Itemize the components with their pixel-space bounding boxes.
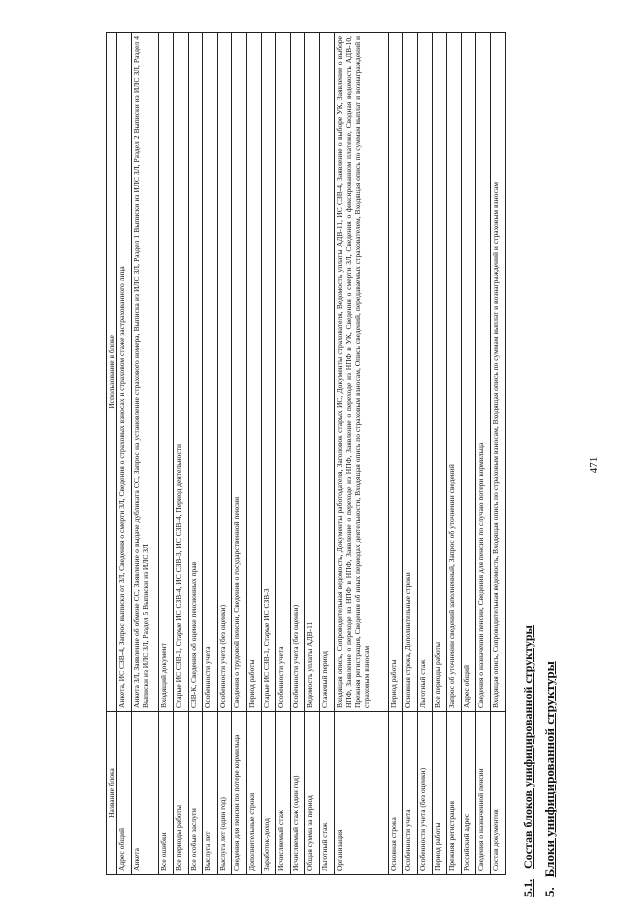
block-name-cell: Исчисляемый стаж xyxy=(276,712,291,875)
block-usage-cell: Особенности учета (без оценки) xyxy=(217,33,232,712)
block-usage-cell: Сведения о назначении пенсии, Сведения для пенсии по случаю потери кормильца xyxy=(476,33,491,712)
block-name-cell: Российский адрес xyxy=(461,712,476,875)
block-usage-cell: Особенности учета (без оценки) xyxy=(290,33,305,712)
column-header-usage: Использование в блоке xyxy=(107,33,117,712)
block-name-cell: Период работы xyxy=(432,712,447,875)
block-name-cell: Прежняя регистрация xyxy=(447,712,462,875)
table-row xyxy=(447,33,462,875)
block-name-cell: Состав документов xyxy=(491,712,506,875)
block-usage-cell: Сведения о трудовой пенсии, Сведения о государственной пенсии xyxy=(232,33,247,712)
block-usage-cell: Стажевый период xyxy=(320,33,335,712)
block-usage-cell: Анкета, ИС СЗВ-4, Запрос выписки от ЗЛ, Сведения о смерти ЗЛ, Сведения о страховых взносах и страховом стаже застрахованного лица xyxy=(117,33,132,712)
block-name-cell: Заработок-доход xyxy=(261,712,276,875)
block-name-cell: Все ошибки xyxy=(159,712,174,875)
table-row xyxy=(461,33,476,875)
block-name-cell: Особенности учета (без оценки) xyxy=(418,712,433,875)
column-header-block-name: Название блока xyxy=(107,712,117,875)
table-row xyxy=(131,33,159,875)
block-name-cell: Все периоды работы xyxy=(174,712,189,875)
table-row xyxy=(334,33,388,875)
table-row xyxy=(159,33,174,875)
table-row xyxy=(203,33,218,875)
table-row xyxy=(491,33,506,875)
page-number: 471 xyxy=(588,456,600,474)
block-usage-cell: Особенности учета xyxy=(203,33,218,712)
block-usage-cell: Основная строка, Дополнительные строки xyxy=(403,33,418,712)
block-usage-cell: Анкета ЗЛ, Заявление об обмене СС, Заявление о выдаче дубликата СС, Запрос на установление страхового номера, Выписка из ИЛС ЗЛ, Раздел 1 Выписки из ИЛС ЗЛ, Раздел 2 Выписки из ИЛС ЗЛ, Раздел 4 Выписки из ИЛС ЗЛ, Раздел 5 Выписки из ИЛС ЗЛ xyxy=(131,33,159,712)
block-usage-cell: Входящий документ xyxy=(159,33,174,712)
table-row xyxy=(232,33,247,875)
block-name-cell: Льготный стаж xyxy=(320,712,335,875)
block-usage-cell: СЗВ-К, Сведения об оценке пенсионных прав xyxy=(188,33,203,712)
table-row xyxy=(117,33,132,875)
table-row xyxy=(320,33,335,875)
table-row xyxy=(188,33,203,875)
block-usage-cell: Запрос об уточнении сведений заполненный, Запрос об уточнении сведений xyxy=(447,33,462,712)
table-row xyxy=(418,33,433,875)
table-row xyxy=(276,33,291,875)
blocks-table xyxy=(106,32,506,875)
section-number: 5. xyxy=(542,887,557,897)
block-name-cell: Основная строка xyxy=(388,712,403,875)
block-usage-cell: Ведомость уплаты АДВ-11 xyxy=(305,33,320,712)
subsection-title: Состав блоков унифицированной структуры xyxy=(521,625,535,869)
block-name-cell: Особенности учета xyxy=(403,712,418,875)
block-usage-cell: Все периоды работы xyxy=(432,33,447,712)
table-row xyxy=(476,33,491,875)
block-usage-cell: Входящая опись, Сопроводительная ведомость, Документы работодателя, Заголовок старых ИС, Документы страхователя, Ведомость уплаты АДВ-11, ИС СЗВ-4, Заявление о выборе УК, Заявление о выборе НПФ, Заявление о переходе из НПФ в НПФ, Заявление о переходе из НПФ, Заявление о переходе из НПФ в УК, Сведения о смерти ЗЛ, Сведения о фиксированном платеже, Сводная ведомость АДВ-10, Прежняя регистрация, Сведения об иных периодах деятельности, Входящая опись по страховым взносам, Опись сведений, передаваемых страхователем, Входящая опись по суммам выплат и вознаграждений и страховым взносам xyxy=(334,33,388,712)
table-row xyxy=(174,33,189,875)
subsection-heading xyxy=(521,625,536,897)
table-row xyxy=(432,33,447,875)
section-title: Блоки унифицированной структуры xyxy=(542,661,557,878)
block-usage-cell: Старые ИС СЗВ-1, Старые ИС СЗВ-4, ИС СЗВ-3, ИС СЗВ-4, Период деятельности xyxy=(174,33,189,712)
block-name-cell: Все особые заслуги xyxy=(188,712,203,875)
block-name-cell: Выслуга лет (один год) xyxy=(217,712,232,875)
block-name-cell: Исчисляемый стаж (один год) xyxy=(290,712,305,875)
block-name-cell: Организация xyxy=(334,712,388,875)
block-name-cell: Анкета xyxy=(131,712,159,875)
block-name-cell: Адрес общий xyxy=(117,712,132,875)
block-name-cell: Дополнительные строки xyxy=(247,712,262,875)
block-name-cell: Сведения для пенсии по потере кормильца xyxy=(232,712,247,875)
table-row xyxy=(247,33,262,875)
table-row xyxy=(261,33,276,875)
block-usage-cell: Адрес общий xyxy=(461,33,476,712)
section-heading xyxy=(542,661,558,897)
block-name-cell: Общая сумма за период xyxy=(305,712,320,875)
table-row xyxy=(305,33,320,875)
block-usage-cell: Входящая опись, Сопроводительная ведомость, Входящая опись по страховым взносам, Входящая опись по суммам выплат и вознаграждений и страховым взносам xyxy=(491,33,506,712)
table-row xyxy=(290,33,305,875)
block-usage-cell: Период работы xyxy=(388,33,403,712)
table-row xyxy=(403,33,418,875)
table-row xyxy=(217,33,232,875)
table-header-row xyxy=(107,33,117,875)
block-usage-cell: Особенности учета xyxy=(276,33,291,712)
block-usage-cell: Старые ИС СЗВ-1, Старые ИС СЗВ-3 xyxy=(261,33,276,712)
block-usage-cell: Период работы xyxy=(247,33,262,712)
subsection-number: 5.1. xyxy=(521,879,535,897)
table-row xyxy=(388,33,403,875)
block-name-cell: Выслуга лет xyxy=(203,712,218,875)
block-usage-cell: Льготный стаж xyxy=(418,33,433,712)
block-name-cell: Сведения о назначенной пенсии xyxy=(476,712,491,875)
table-body xyxy=(117,33,506,875)
